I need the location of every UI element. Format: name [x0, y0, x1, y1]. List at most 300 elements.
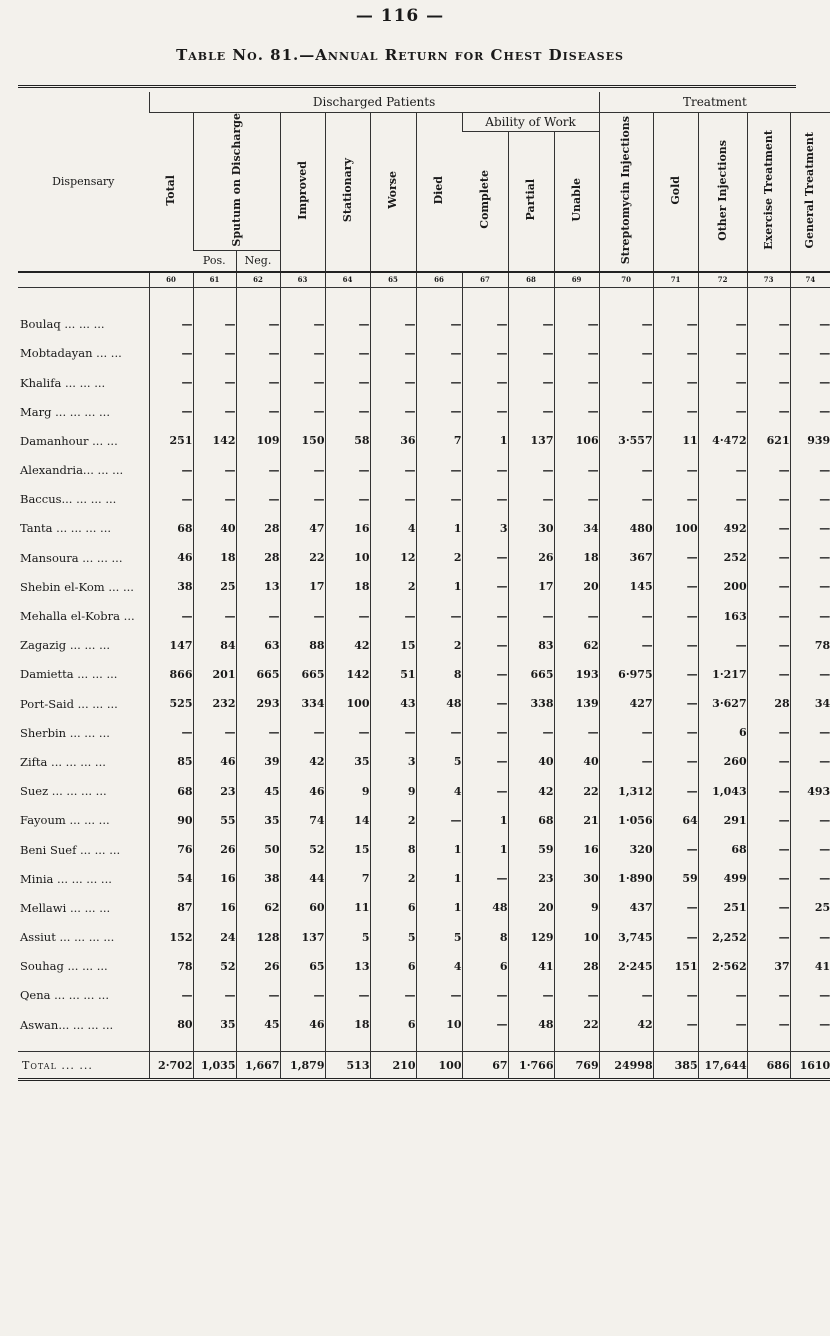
- table-cell: 152: [149, 923, 193, 952]
- table-row: [18, 806, 830, 835]
- table-cell: —: [280, 718, 325, 747]
- table-cell: —: [790, 747, 830, 776]
- table-cell: —: [280, 339, 325, 368]
- table-cell: —: [462, 631, 508, 660]
- total-cell: 210: [370, 1052, 416, 1080]
- table-cell: —: [599, 631, 653, 660]
- column-number: 62: [236, 272, 280, 288]
- table-cell: —: [554, 485, 599, 514]
- table-cell: —: [462, 601, 508, 630]
- table-cell: 35: [193, 1010, 236, 1039]
- table-cell: 34: [554, 514, 599, 543]
- table-cell: 1: [416, 893, 462, 922]
- column-number: 60: [149, 272, 193, 288]
- table-cell: —: [508, 981, 554, 1010]
- table-cell: —: [370, 339, 416, 368]
- table-cell: 90: [149, 806, 193, 835]
- table-cell: —: [508, 310, 554, 339]
- table-cell: —: [462, 718, 508, 747]
- table-row: [18, 456, 830, 485]
- table-cell: —: [462, 981, 508, 1010]
- table-cell: 163: [698, 601, 747, 630]
- table-cell: 129: [508, 923, 554, 952]
- table-cell: 291: [698, 806, 747, 835]
- table-cell: 80: [149, 1010, 193, 1039]
- table-cell: —: [747, 514, 790, 543]
- table-cell: 137: [280, 923, 325, 952]
- table-cell: —: [554, 601, 599, 630]
- table-cell: —: [747, 543, 790, 572]
- exercise-treatment-header: Exercise Treatment: [747, 113, 790, 272]
- table-cell: —: [416, 397, 462, 426]
- table-cell: 100: [653, 514, 698, 543]
- table-cell: 1: [416, 835, 462, 864]
- table-cell: —: [599, 368, 653, 397]
- dispensary-name: Damietta ... ... ...: [20, 667, 118, 682]
- table-cell: 40: [508, 747, 554, 776]
- table-cell: 42: [325, 631, 370, 660]
- table-cell: 1: [416, 514, 462, 543]
- total-cell: 513: [325, 1052, 370, 1080]
- table-cell: —: [599, 397, 653, 426]
- dispensary-name: Shebin el-Kom ... ...: [20, 579, 134, 594]
- table-cell: —: [747, 923, 790, 952]
- dispensary-name: Zifta ... ... ... ...: [20, 754, 106, 769]
- table-cell: —: [508, 601, 554, 630]
- table-cell: —: [554, 339, 599, 368]
- table-cell: —: [236, 310, 280, 339]
- table-cell: 939: [790, 426, 830, 455]
- table-cell: —: [236, 981, 280, 1010]
- table-cell: —: [508, 339, 554, 368]
- table-cell: —: [698, 981, 747, 1010]
- table-cell: 36: [370, 426, 416, 455]
- table-cell: 6·975: [599, 660, 653, 689]
- dispensary-name: Sherbin ... ... ...: [20, 725, 110, 740]
- other-injections-header: Other Injections: [698, 113, 747, 272]
- table-cell: —: [698, 339, 747, 368]
- table-cell: —: [193, 456, 236, 485]
- table-cell: 40: [554, 747, 599, 776]
- table-cell: 55: [193, 806, 236, 835]
- table-cell: 866: [149, 660, 193, 689]
- table-cell: 9: [370, 777, 416, 806]
- table-cell: 12: [370, 543, 416, 572]
- table-cell: 142: [325, 660, 370, 689]
- table-cell: —: [193, 718, 236, 747]
- table-cell: 59: [653, 864, 698, 893]
- table-cell: —: [508, 456, 554, 485]
- table-cell: 17: [280, 572, 325, 601]
- table-cell: 293: [236, 689, 280, 718]
- table-cell: —: [193, 397, 236, 426]
- table-row: [18, 777, 830, 806]
- table-cell: —: [599, 485, 653, 514]
- table-cell: —: [790, 310, 830, 339]
- table-cell: 427: [599, 689, 653, 718]
- table-cell: 11: [325, 893, 370, 922]
- table-cell: 34: [790, 689, 830, 718]
- table-cell: —: [698, 1010, 747, 1039]
- table-cell: 76: [149, 835, 193, 864]
- table-cell: 41: [508, 952, 554, 981]
- table-cell: —: [462, 689, 508, 718]
- table-cell: —: [325, 718, 370, 747]
- table-cell: —: [236, 397, 280, 426]
- dispensary-name: Zagazig ... ... ...: [20, 638, 111, 653]
- table-cell: —: [698, 368, 747, 397]
- table-cell: 147: [149, 631, 193, 660]
- total-cell: 17,644: [698, 1052, 747, 1080]
- table-cell: 1: [462, 806, 508, 835]
- table-cell: 42: [508, 777, 554, 806]
- table-cell: 150: [280, 426, 325, 455]
- table-cell: —: [236, 456, 280, 485]
- table-cell: 4·472: [698, 426, 747, 455]
- died-header: Died: [416, 113, 462, 272]
- table-cell: 621: [747, 426, 790, 455]
- stationary-header: Stationary: [325, 113, 370, 272]
- table-cell: —: [747, 601, 790, 630]
- table-cell: —: [599, 339, 653, 368]
- table-cell: 65: [280, 952, 325, 981]
- table-cell: 2: [416, 631, 462, 660]
- dispensary-name: Khalifa ... ... ...: [20, 375, 106, 390]
- table-cell: —: [653, 601, 698, 630]
- table-cell: —: [653, 572, 698, 601]
- table-cell: 59: [508, 835, 554, 864]
- table-cell: —: [747, 660, 790, 689]
- table-cell: 74: [280, 806, 325, 835]
- table-row: [18, 893, 830, 922]
- table-cell: —: [698, 397, 747, 426]
- table-cell: —: [554, 456, 599, 485]
- table-cell: 48: [508, 1010, 554, 1039]
- table-cell: —: [790, 718, 830, 747]
- table-cell: 42: [280, 747, 325, 776]
- table-cell: —: [416, 806, 462, 835]
- table-cell: —: [462, 543, 508, 572]
- table-cell: 83: [508, 631, 554, 660]
- table-cell: —: [747, 572, 790, 601]
- table-cell: 6: [370, 952, 416, 981]
- table-cell: —: [554, 368, 599, 397]
- table-cell: 10: [325, 543, 370, 572]
- table-cell: —: [747, 777, 790, 806]
- column-number: 63: [280, 272, 325, 288]
- table-cell: —: [790, 660, 830, 689]
- table-cell: 201: [193, 660, 236, 689]
- table-cell: 6: [698, 718, 747, 747]
- table-cell: 251: [698, 893, 747, 922]
- table-cell: —: [280, 456, 325, 485]
- dispensary-name: Port-Said ... ... ...: [20, 696, 118, 711]
- table-cell: —: [280, 601, 325, 630]
- table-cell: —: [416, 339, 462, 368]
- table-cell: 2,252: [698, 923, 747, 952]
- worse-header: Worse: [370, 113, 416, 272]
- table-cell: —: [790, 543, 830, 572]
- table-cell: —: [599, 601, 653, 630]
- table-cell: 5: [325, 923, 370, 952]
- table-cell: 68: [508, 806, 554, 835]
- table-cell: —: [462, 397, 508, 426]
- table-cell: 5: [416, 923, 462, 952]
- table-cell: 23: [193, 777, 236, 806]
- table-cell: 1·217: [698, 660, 747, 689]
- table-cell: 62: [236, 893, 280, 922]
- table-cell: 46: [280, 777, 325, 806]
- table-cell: —: [370, 981, 416, 1010]
- column-number: 69: [554, 272, 599, 288]
- table-cell: 20: [508, 893, 554, 922]
- column-number: 72: [698, 272, 747, 288]
- table-cell: —: [747, 806, 790, 835]
- table-cell: 23: [508, 864, 554, 893]
- table-cell: 78: [790, 631, 830, 660]
- table-cell: —: [325, 981, 370, 1010]
- table-cell: 9: [325, 777, 370, 806]
- table-cell: 60: [280, 893, 325, 922]
- table-cell: —: [653, 456, 698, 485]
- table-cell: —: [747, 835, 790, 864]
- table-cell: —: [747, 893, 790, 922]
- table-cell: 367: [599, 543, 653, 572]
- table-cell: —: [416, 981, 462, 1010]
- table-cell: 8: [370, 835, 416, 864]
- table-cell: —: [653, 777, 698, 806]
- ability-of-work-header: Ability of Work: [462, 113, 599, 132]
- table-cell: 24: [193, 923, 236, 952]
- table-cell: —: [653, 660, 698, 689]
- table-cell: —: [790, 514, 830, 543]
- table-cell: 128: [236, 923, 280, 952]
- table-row: [18, 952, 830, 981]
- table-cell: —: [325, 601, 370, 630]
- table-cell: —: [416, 456, 462, 485]
- table-cell: 8: [462, 923, 508, 952]
- table-cell: 28: [747, 689, 790, 718]
- table-cell: 26: [508, 543, 554, 572]
- table-cell: —: [599, 747, 653, 776]
- table-cell: —: [554, 310, 599, 339]
- table-cell: 30: [508, 514, 554, 543]
- dispensary-name: Boulaq ... ... ...: [20, 317, 105, 332]
- top-rule: [18, 85, 796, 88]
- table-cell: 145: [599, 572, 653, 601]
- table-cell: 232: [193, 689, 236, 718]
- table-cell: 1·890: [599, 864, 653, 893]
- table-cell: —: [325, 397, 370, 426]
- table-cell: 41: [790, 952, 830, 981]
- table-cell: —: [653, 339, 698, 368]
- table-cell: —: [698, 456, 747, 485]
- table-cell: 15: [370, 631, 416, 660]
- table-cell: 492: [698, 514, 747, 543]
- table-row: [18, 543, 830, 572]
- table-cell: 43: [370, 689, 416, 718]
- total-cell: 2·702: [149, 1052, 193, 1080]
- table-cell: 109: [236, 426, 280, 455]
- table-cell: 14: [325, 806, 370, 835]
- table-cell: —: [462, 339, 508, 368]
- table-cell: 10: [554, 923, 599, 952]
- dispensary-header: Dispensary: [52, 174, 115, 188]
- table-cell: 38: [236, 864, 280, 893]
- dispensary-name: Marg ... ... ... ...: [20, 404, 110, 419]
- table-cell: —: [747, 485, 790, 514]
- table-cell: —: [653, 923, 698, 952]
- table-cell: —: [747, 718, 790, 747]
- table-cell: —: [508, 368, 554, 397]
- table-cell: 260: [698, 747, 747, 776]
- column-number: 73: [747, 272, 790, 288]
- complete-header: Complete: [477, 170, 491, 230]
- table-cell: —: [653, 631, 698, 660]
- table-cell: 2: [370, 864, 416, 893]
- table-cell: —: [790, 339, 830, 368]
- table-cell: —: [193, 339, 236, 368]
- table-row: [18, 426, 830, 455]
- table-cell: 46: [149, 543, 193, 572]
- table-cell: —: [416, 718, 462, 747]
- table-cell: —: [149, 456, 193, 485]
- table-cell: 22: [280, 543, 325, 572]
- table-cell: 139: [554, 689, 599, 718]
- table-cell: 28: [554, 952, 599, 981]
- table-cell: 100: [325, 689, 370, 718]
- table-cell: —: [653, 893, 698, 922]
- table-cell: 193: [554, 660, 599, 689]
- unable-header: Unable: [554, 132, 599, 272]
- table-cell: 18: [554, 543, 599, 572]
- table-cell: —: [416, 310, 462, 339]
- dispensary-name: Mehalla el-Kobra ...: [20, 609, 135, 624]
- table-cell: 200: [698, 572, 747, 601]
- table-cell: —: [236, 601, 280, 630]
- dispensary-name: Souhag ... ... ...: [20, 959, 108, 974]
- table-cell: 84: [193, 631, 236, 660]
- table-cell: 1·056: [599, 806, 653, 835]
- total-header: Total: [163, 174, 177, 206]
- table-cell: —: [462, 310, 508, 339]
- table-cell: —: [698, 631, 747, 660]
- dispensary-name: Suez ... ... ... ...: [20, 784, 107, 799]
- dispensary-name: Assiut ... ... ... ...: [20, 930, 115, 945]
- table-cell: —: [747, 981, 790, 1010]
- table-row: [18, 514, 830, 543]
- table-cell: —: [599, 456, 653, 485]
- table-cell: —: [462, 660, 508, 689]
- table-cell: 46: [280, 1010, 325, 1039]
- table-cell: —: [149, 397, 193, 426]
- table-cell: —: [280, 368, 325, 397]
- table-cell: —: [462, 456, 508, 485]
- column-number: 71: [653, 272, 698, 288]
- table-cell: 480: [599, 514, 653, 543]
- table-cell: 6: [462, 952, 508, 981]
- table-cell: —: [790, 601, 830, 630]
- table-cell: —: [149, 981, 193, 1010]
- table-cell: —: [462, 1010, 508, 1039]
- table-cell: 26: [236, 952, 280, 981]
- table-cell: 22: [554, 777, 599, 806]
- table-cell: —: [236, 485, 280, 514]
- table-cell: 68: [149, 514, 193, 543]
- dispensary-name: Alexandria... ... ...: [20, 463, 124, 478]
- table-cell: 22: [554, 1010, 599, 1039]
- table-cell: —: [149, 718, 193, 747]
- table-title: Table No. 81.—Annual Return for Chest Diseases: [176, 46, 624, 64]
- table-cell: —: [599, 981, 653, 1010]
- table-cell: —: [149, 339, 193, 368]
- table-cell: —: [236, 368, 280, 397]
- table-cell: 8: [416, 660, 462, 689]
- table-cell: —: [149, 310, 193, 339]
- table-cell: 68: [698, 835, 747, 864]
- table-cell: 45: [236, 777, 280, 806]
- table-row: [18, 981, 830, 1010]
- table-cell: 437: [599, 893, 653, 922]
- table-cell: 39: [236, 747, 280, 776]
- table-cell: 45: [236, 1010, 280, 1039]
- streptomycin-header: Streptomycin Injections: [599, 113, 653, 272]
- table-cell: 251: [149, 426, 193, 455]
- table-cell: 26: [193, 835, 236, 864]
- table-cell: —: [653, 543, 698, 572]
- table-cell: —: [747, 397, 790, 426]
- total-cell: 67: [462, 1052, 508, 1080]
- table-cell: —: [747, 368, 790, 397]
- discharged-patients-header: Discharged Patients: [149, 92, 599, 113]
- total-cell: 1,035: [193, 1052, 236, 1080]
- table-cell: 62: [554, 631, 599, 660]
- table-cell: 9: [554, 893, 599, 922]
- table-cell: 40: [193, 514, 236, 543]
- table-cell: 10: [416, 1010, 462, 1039]
- table-cell: —: [193, 485, 236, 514]
- table-cell: —: [747, 456, 790, 485]
- table-cell: 1,312: [599, 777, 653, 806]
- table-cell: —: [416, 601, 462, 630]
- table-cell: —: [599, 718, 653, 747]
- table-cell: 35: [236, 806, 280, 835]
- table-row: [18, 747, 830, 776]
- total-cell: 1,879: [280, 1052, 325, 1080]
- table-cell: 4: [416, 777, 462, 806]
- table-cell: —: [236, 339, 280, 368]
- table-cell: —: [149, 601, 193, 630]
- column-number-row: [18, 272, 830, 288]
- table-cell: 151: [653, 952, 698, 981]
- table-cell: —: [370, 310, 416, 339]
- column-number: 67: [462, 272, 508, 288]
- treatment-header: Treatment: [599, 92, 830, 113]
- table-cell: —: [653, 718, 698, 747]
- table-cell: 64: [653, 806, 698, 835]
- table-cell: 28: [236, 514, 280, 543]
- table-cell: 320: [599, 835, 653, 864]
- table-cell: 142: [193, 426, 236, 455]
- table-cell: 3: [462, 514, 508, 543]
- dispensary-name: Minia ... ... ... ...: [20, 871, 112, 886]
- table-cell: —: [508, 718, 554, 747]
- table-cell: 20: [554, 572, 599, 601]
- table-cell: 7: [416, 426, 462, 455]
- chest-diseases-table: [18, 92, 830, 1081]
- table-cell: 16: [325, 514, 370, 543]
- table-cell: —: [790, 981, 830, 1010]
